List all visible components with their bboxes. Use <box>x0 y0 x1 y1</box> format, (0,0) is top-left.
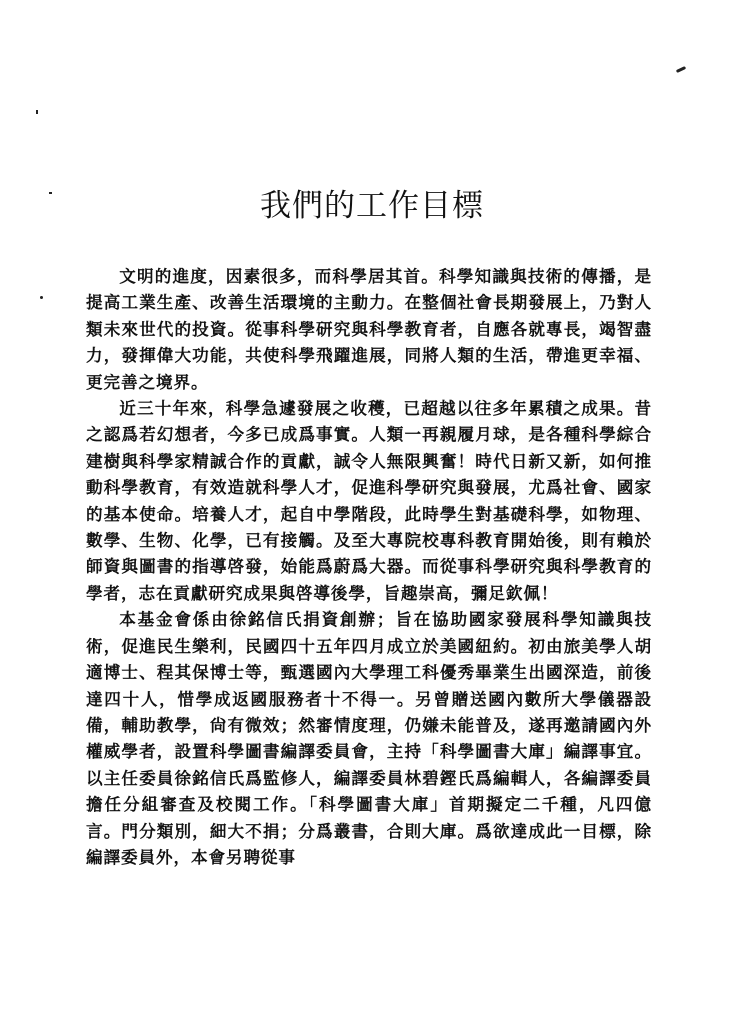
paragraph: 近三十年來，科學急遽發展之收穫，已超越以往多年累積之成果。昔之認爲若幻想者，今多已成爲事實。人類一再親履月球，是各種科學綜合建樹與科學家精誠合作的貢獻，誠令人無限興奮！時代日新又新，如何推動科學教育，有效造就科學人才，促進科學研究與發展，尤爲社會、國家的基本使命。培養人才，起自中學階段，此時學生對基礎科學，如物理、數學、生物、化學，已有接觸。及至大專院校專科教育開始後，則有賴於師資與圖書的指導啓發，始能爲蔚爲大器。而從事科學研究與科學教育的學者，志在貢獻研究成果與啓導後學，旨趣崇高，彌足欽佩！ <box>86 398 652 603</box>
paragraph: 本基金會係由徐銘信氏捐資創辦；旨在協助國家發展科學知識與技術，促進民生樂利，民國四十五年四月成立於美國紐約。初由旅美學人胡適博士、程其保博士等，甄選國內大學理工科優秀畢業生出國深造，前後達四十人，惜學成返國服務者十不得一。另曾贈送國內數所大學儀器設備，輔助教學，尙有微效；然審情度理，仍嫌未能普及，遂再邀請國內外權威學者，設置科學圖書編譯委員會，主持「科學圖書大庫」編譯事宜。以主任委員徐銘信氏爲監修人，編譯委員林碧鏗氏爲編輯人，各編譯委員擔任分組審查及校閱工作。「科學圖書大庫」首期擬定二千種，凡四億言。門分類別，細大不捐；分爲叢書，合則大庫。爲欲達成此一目標，除編譯委員外，本會另聘從事 <box>86 609 652 867</box>
body-text <box>86 263 652 870</box>
scan-speck <box>36 110 38 114</box>
paragraph: 文明的進度，因素很多，而科學居其首。科學知識與技術的傳播，是提高工業生產、改善生活環境的主動力。在整個社會長期發展上，乃對人類未來世代的投資。從事科學研究與科學教育者，自應各就專長，竭智盡力，發揮偉大功能，共使科學飛躍進展，同將人類的生活，帶進更幸福、更完善之境界。 <box>86 266 652 392</box>
scan-speck <box>40 296 43 299</box>
page-title: 我們的工作目標 <box>260 188 484 224</box>
scan-speck <box>676 66 686 73</box>
